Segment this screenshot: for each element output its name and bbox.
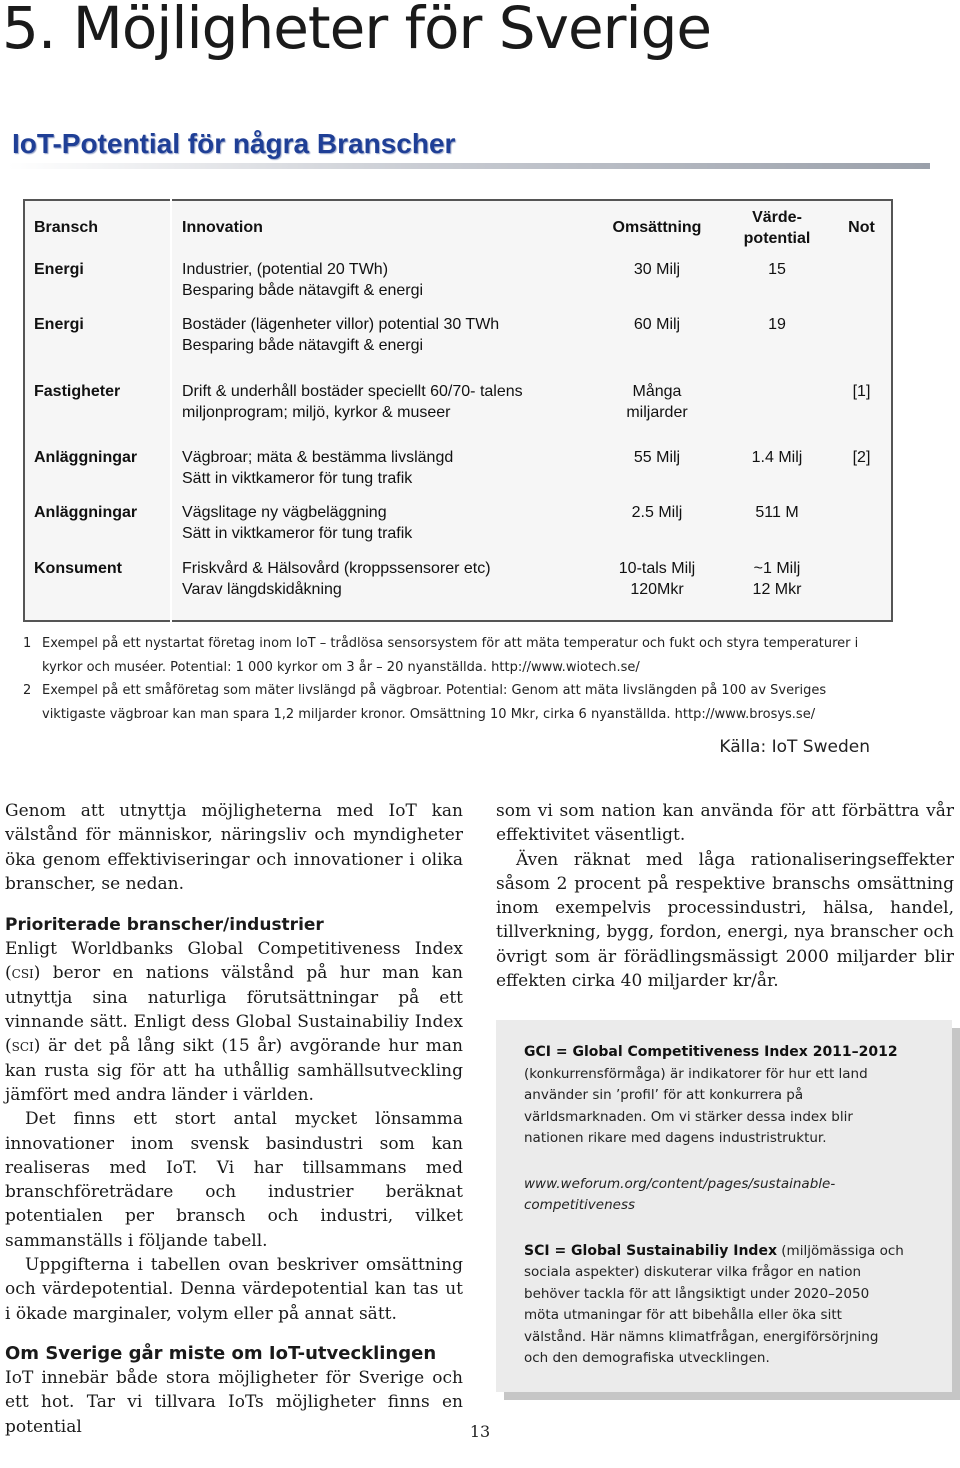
intro-paragraph: Genom att utnyttja möjligheterna med IoT kan välstånd för människor, näringsliv och myndigheter öka genom effektiviseringar och innovationer i olika branscher, se nedan. [5,801,463,894]
cell-innovation-line: Vägbroar; mäta & bestämma livslängd [182,449,454,466]
info-box-content [524,1042,904,1370]
cell-not [832,443,892,498]
cell-not [832,554,892,621]
header-not: Not [848,219,875,236]
cell-innovation [171,310,592,377]
cell-vardepotential [722,377,832,443]
cell-vardepotential [722,255,832,310]
gci-definition [524,1042,904,1150]
cell-omsattning [592,377,722,443]
cell-innovation [171,255,592,310]
cell-not [832,255,892,310]
cell-innovation-line: Varav längdskidåkning [182,581,342,598]
text-segment: Enligt Worldbanks Global Competitiveness Index ( [5,939,463,984]
cell-not [832,377,892,443]
cell-omsattning-line: Många [632,383,682,400]
title-rule [8,163,930,169]
cell-bransch-line: Anläggningar [34,504,138,521]
continuation-paragraph: som vi som nation kan använda för att förbättra vår effektivitet väsentligt. [496,801,954,846]
cell-omsattning-line: 2.5 Milj [631,504,683,521]
cell-bransch-line: Anläggningar [34,449,138,466]
rationalisation-paragraph: Även räknat med låga rationaliseringseffekter såsom 2 procent på respektive branschs omsättning inom exempelvis processindustri, hälsa, handel, tillverkning, bygg, fordon, energi, nya branscher och övrigt som är förädlingsmässigt 2000 miljarder blir effekten cirka 40 miljarder kr/år. [496,849,954,992]
abbr-csi: csi [11,963,34,984]
table-header-row [24,200,892,255]
cell-innovation-line: Sätt in viktkameror för tung trafik [182,525,413,542]
header-omsattning: Omsättning [612,219,702,236]
heading-om-sverige: Om Sverige går miste om IoT-utvecklingen [5,1342,437,1364]
sci-definition [524,1241,904,1370]
cell-innovation-line: Drift & underhåll bostäder speciellt 60/70- talens [182,383,523,400]
footnote-text: Exempel på ett småföretag som mäter livslängd på vägbroar. Potential: Genom att mäta livslängden på 100 av Sveriges viktigaste vägbroar kan man spara 1,2 miljarder kronor. Omsättning 10 Mkr, cirka 6 nyanställda. http://www.brosys.se/ [42,683,827,722]
cell-innovation-line: Sätt in viktkameror för tung trafik [182,470,413,487]
header-bransch: Bransch [34,219,99,236]
cell-innovation-line: Bostäder (lägenheter villor) potential 30 TWh [182,316,500,333]
page-number: 13 [469,1422,491,1441]
header-innovation: Innovation [171,200,592,255]
cell-omsattning [592,554,722,621]
cell-bransch [24,310,171,377]
cell-omsattning [592,443,722,498]
info-box [496,1020,952,1392]
cell-vardepotential-line: 12 Mkr [752,581,802,598]
weforum-link[interactable]: www.weforum.org/content/pages/sustainable-competitiveness [524,1175,836,1213]
cell-vardepotential-line: 1.4 Milj [751,449,803,466]
table-row [24,498,892,554]
cell-innovation-line: Vägslitage ny vägbeläggning [182,504,387,521]
heading-prioriterade: Prioriterade branscher/industrier [5,915,324,936]
abbr-sci: sci [11,1036,34,1057]
cell-innovation-line: Besparing både nätavgift & energi [182,337,424,354]
footnote-2 [23,679,883,726]
cell-omsattning [592,255,722,310]
sci-text: (miljömässiga och sociala aspekter) diskuterar vilka frågor en nation behöver tackla för att långsiktigt under 2020–2050 möta utmaningar för att bibehålla eller öka sitt välstånd. Här nämns klimatfrågan, energiförsörjning och den demografiska utvecklingen. [524,1242,904,1366]
cell-bransch [24,377,171,443]
cell-vardepotential [722,498,832,554]
panel-title: IoT-Potential för några Branscher [12,128,456,159]
table-row [24,310,892,377]
cell-omsattning-line: miljarder [626,404,688,421]
footnote-1 [23,632,883,679]
cell-innovation-line: miljonprogram; miljö, kyrkor & museer [182,404,451,421]
cell-vardepotential-line: ~1 Milj [753,560,801,577]
table-explanation-paragraph: Uppgifterna i tabellen ovan beskriver omsättning och värdepotential. Denna värdepotential kan tas ut i ökade marginaler, volym eller på annat sätt. [5,1255,463,1324]
right-column [496,799,954,993]
cell-innovation [171,498,592,554]
cell-vardepotential [722,554,832,621]
cell-omsattning-line: 60 Milj [633,316,681,333]
table-row [24,255,892,310]
cell-omsattning [592,498,722,554]
worldbank-paragraph [5,937,463,1107]
cell-vardepotential-line: 19 [768,316,786,333]
cell-not-line: [1] [852,383,871,400]
header-vardepotential-line1: Värde- [752,209,802,226]
page-title: 5. Möjligheter för Sverige [2,0,712,62]
header-vardepotential-line2: potential [743,230,811,247]
header-vardepotential [722,200,832,255]
cell-omsattning-line: 10-tals Milj [618,560,696,577]
cell-vardepotential-line: 511 M [755,504,799,521]
iot-potential-table [23,199,893,622]
cell-bransch [24,443,171,498]
cell-omsattning [592,310,722,377]
text-segment: ) beror en nations välstånd på hur man kan utnyttja sina naturliga förutsättningar på ett vinnande sätt. Enligt dess Global Sustainabiliy Index ( [5,963,463,1057]
cell-omsattning-line: 120Mkr [630,581,684,598]
cell-innovation-line: Industrier, (potential 20 TWh) [182,261,389,278]
cell-bransch-line: Konsument [34,560,122,577]
cell-innovation [171,377,592,443]
cell-bransch-line: Energi [34,261,84,278]
cell-innovation [171,443,592,498]
gci-text: (konkurrensförmåga) är indikatorer för hur ett land använder sin ’profil’ för att konkurrera på världsmarknaden. Om vi stärker dessa index blir nationen rikare med dagens industristruktur. [524,1065,868,1146]
table-row [24,554,892,621]
cell-omsattning-line: 55 Milj [633,449,681,466]
gci-term: GCI = Global Competitiveness Index 2011–2012 [524,1044,898,1060]
cell-innovation-line: Besparing både nätavgift & energi [182,282,424,299]
sci-term: SCI = Global Sustainabiliy Index [524,1242,777,1259]
footnote-number: 1 [23,636,32,651]
cell-bransch [24,255,171,310]
innovations-paragraph: Det finns ett stort antal mycket lönsamma innovationer inom svensk basindustri som kan realiseras med IoT. Vi har tillsammans med branschföreträdare och industrier beräknat potentialen per bransch och industri, vilket sammanställs i följande tabell. [5,1109,463,1251]
cell-bransch-line: Energi [34,316,84,333]
cell-innovation [171,554,592,621]
footnote-number: 2 [23,683,32,698]
cell-bransch-line: Fastigheter [34,383,121,400]
cell-innovation-line: Friskvård & Hälsovård (kroppssensorer etc) [182,560,491,577]
threat-paragraph: IoT innebär både stora möjligheter för Sverige och ett hot. Tar vi tillvara IoTs möjligheter finns en potential [5,1367,463,1437]
left-column [5,799,463,1439]
source-credit: Källa: IoT Sweden [719,737,870,757]
cell-not [832,310,892,377]
cell-vardepotential-line: 15 [768,261,786,278]
cell-not-line: [2] [852,449,871,466]
footnote-text: Exempel på ett nystartat företag inom IoT – trådlösa sensorsystem för att mäta temperatur och fukt och styra temperaturer i kyrkor och muséer. Potential: 1 000 kyrkor om 3 år – 20 nyanställda. http://www.wiotech.se/ [42,636,859,675]
cell-vardepotential [722,443,832,498]
text-segment: ) är det på lång sikt (15 år) avgörande hur man kan rusta sig för att ha uthållig samhällsutveckling jämfört med andra länder i världen. [5,1036,463,1105]
footnotes [23,632,883,726]
table-row [24,443,892,498]
cell-not [832,498,892,554]
cell-vardepotential [722,310,832,377]
cell-omsattning-line: 30 Milj [633,261,681,278]
table-row [24,377,892,443]
cell-bransch [24,498,171,554]
cell-bransch [24,554,171,621]
